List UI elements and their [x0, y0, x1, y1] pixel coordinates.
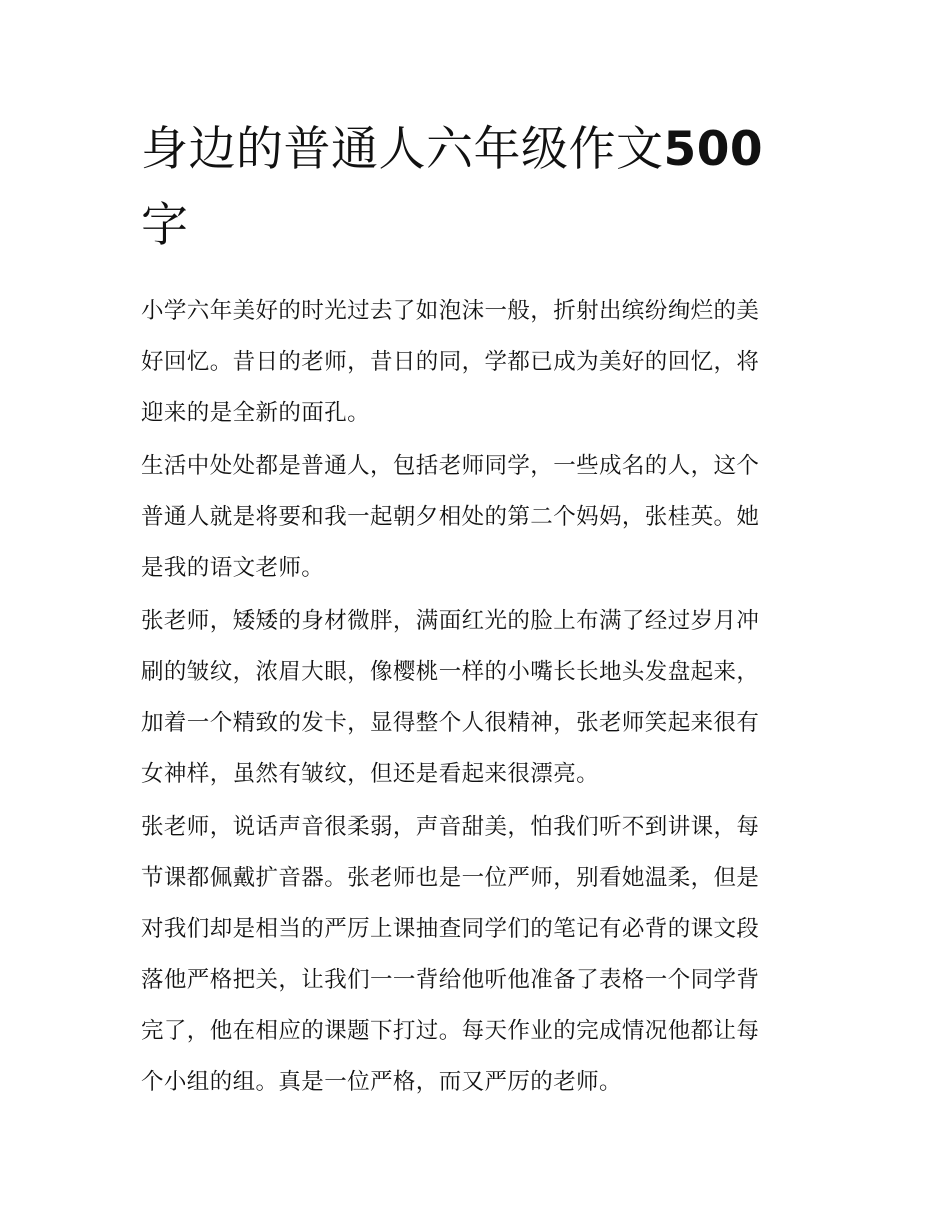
paragraph-line: 好回忆。昔日的老师，昔日的同，学都已成为美好的回忆，将	[141, 349, 760, 375]
title-text-end: 字	[141, 198, 189, 253]
paragraph-3	[141, 596, 811, 800]
paragraph-2	[141, 441, 811, 594]
page-title	[141, 112, 811, 264]
title-text: 身边的普通人六年级作文	[141, 122, 664, 177]
paragraph-line: 迎来的是全新的面孔。	[141, 400, 371, 426]
title-number: 500	[663, 122, 764, 177]
paragraph-4	[141, 802, 811, 1108]
paragraph-line: 节课都佩戴扩音器。张老师也是一位严师，别看她温柔，但是	[141, 865, 760, 891]
paragraph-line: 加着一个精致的发卡，显得整个人很精神，张老师笑起来很有	[141, 710, 760, 736]
paragraph-1	[141, 286, 811, 439]
paragraph-line: 是我的语文老师。	[141, 555, 325, 581]
paragraph-line: 张老师，矮矮的身材微胖，满面红光的脸上布满了经过岁月冲	[141, 608, 760, 634]
document-body	[141, 112, 811, 1110]
paragraph-line: 生活中处处都是普通人，包括老师同学，一些成名的人，这个	[141, 453, 760, 479]
paragraph-line: 普通人就是将要和我一起朝夕相处的第二个妈妈，张桂英。她	[141, 504, 760, 530]
paragraph-line: 女神样，虽然有皱纹，但还是看起来很漂亮。	[141, 761, 600, 787]
paragraph-line: 刷的皱纹，浓眉大眼，像樱桃一样的小嘴长长地头发盘起来，	[141, 659, 760, 685]
paragraph-line: 小学六年美好的时光过去了如泡沫一般，折射出缤纷绚烂的美	[141, 298, 760, 324]
paragraph-line: 完了，他在相应的课题下打过。每天作业的完成情况他都让每	[141, 1018, 760, 1044]
paragraph-line: 对我们却是相当的严厉上课抽查同学们的笔记有必背的课文段	[141, 916, 760, 942]
paragraph-line: 个小组的组。真是一位严格，而又严厉的老师。	[141, 1069, 622, 1095]
paragraph-line: 落他严格把关，让我们一一背给他听他准备了表格一个同学背	[141, 967, 760, 993]
paragraph-line: 张老师，说话声音很柔弱，声音甜美，怕我们听不到讲课，每	[141, 814, 760, 840]
